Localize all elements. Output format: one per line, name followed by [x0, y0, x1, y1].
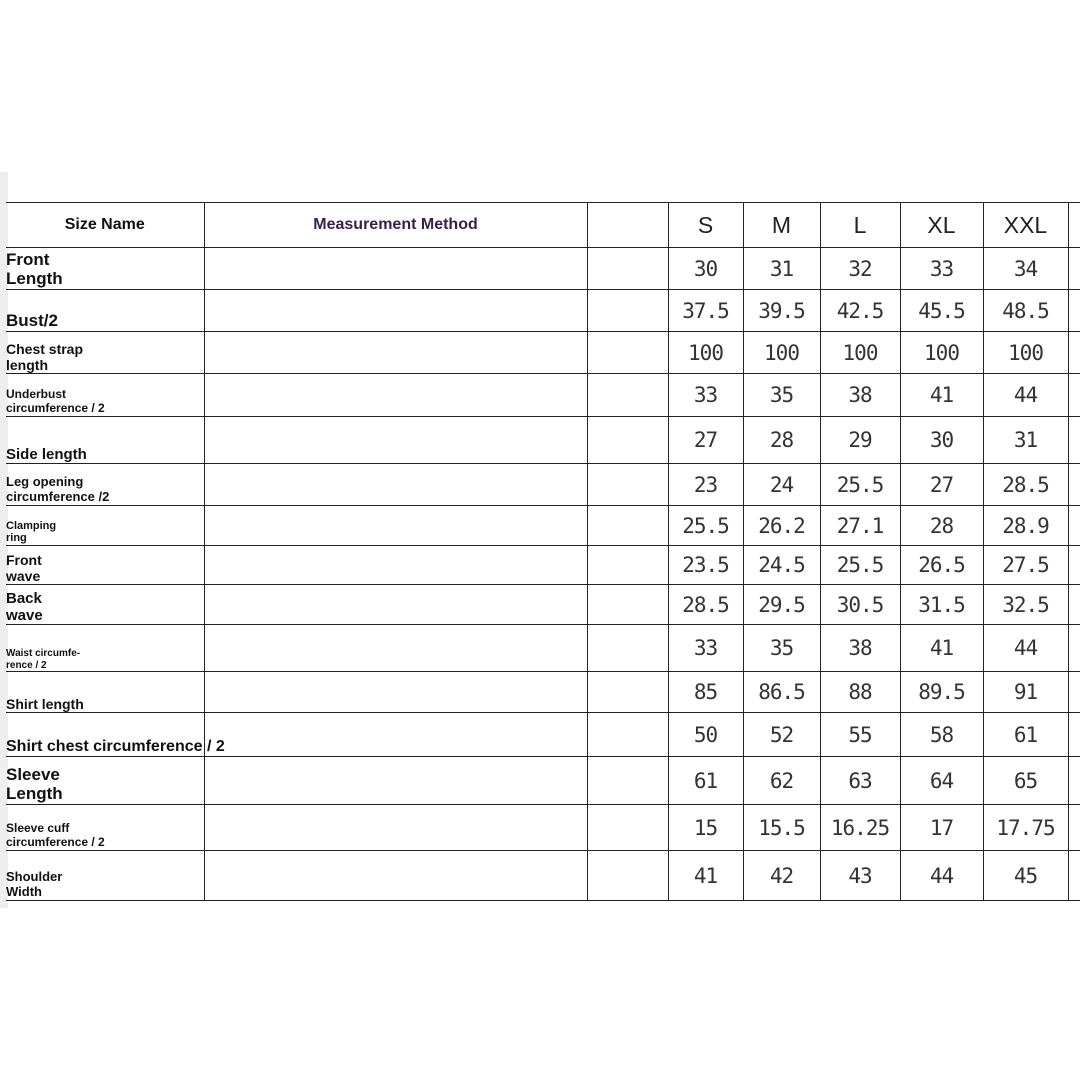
value-cell-l: 25.5 [820, 546, 900, 585]
value-cell-m: 28 [743, 417, 820, 464]
measurement-method-cell [204, 672, 587, 713]
value-cell-l: 30.5 [820, 585, 900, 625]
trailing-cell [1068, 805, 1080, 851]
value-cell-l: 42.5 [820, 290, 900, 332]
value-cell-xl: 64 [900, 757, 983, 805]
row-label: Sleeve cuff circumference / 2 [6, 805, 204, 851]
blank-cell [587, 464, 668, 506]
trailing-cell [1068, 757, 1080, 805]
row-label: Waist circumfe- rence / 2 [6, 625, 204, 672]
measurement-method-cell [204, 248, 587, 290]
value-cell-m: 52 [743, 713, 820, 757]
value-cell-xxl: 65 [983, 757, 1068, 805]
table-row [6, 332, 1080, 374]
trailing-cell [1068, 417, 1080, 464]
table-row [6, 546, 1080, 585]
value-cell-xxl: 45 [983, 851, 1068, 901]
value-cell-xl: 33 [900, 248, 983, 290]
blank-cell [587, 585, 668, 625]
value-cell-s: 33 [668, 374, 743, 417]
value-cell-xl: 30 [900, 417, 983, 464]
blank-cell [587, 546, 668, 585]
trailing-cell [1068, 672, 1080, 713]
value-cell-xxl: 27.5 [983, 546, 1068, 585]
value-cell-xl: 41 [900, 625, 983, 672]
table-row [6, 585, 1080, 625]
value-cell-l: 29 [820, 417, 900, 464]
trailing-cell [1068, 464, 1080, 506]
value-cell-l: 55 [820, 713, 900, 757]
trailing-cell [1068, 713, 1080, 757]
value-cell-s: 61 [668, 757, 743, 805]
row-label: Shirt length [6, 672, 204, 713]
value-cell-l: 100 [820, 332, 900, 374]
value-cell-s: 85 [668, 672, 743, 713]
value-cell-xxl: 28.5 [983, 464, 1068, 506]
value-cell-m: 42 [743, 851, 820, 901]
value-cell-s: 23.5 [668, 546, 743, 585]
value-cell-s: 15 [668, 805, 743, 851]
value-cell-xxl: 32.5 [983, 585, 1068, 625]
trailing-cell [1068, 585, 1080, 625]
blank-cell [587, 713, 668, 757]
measurement-method-cell [204, 332, 587, 374]
row-label: Back wave [6, 585, 204, 625]
blank-cell [587, 290, 668, 332]
row-label: Front wave [6, 546, 204, 585]
value-cell-s: 27 [668, 417, 743, 464]
value-cell-m: 100 [743, 332, 820, 374]
value-cell-l: 38 [820, 374, 900, 417]
table-row [6, 713, 1080, 757]
row-label: Clamping ring [6, 506, 204, 546]
size-header-xl: XL [900, 203, 983, 248]
value-cell-xl: 100 [900, 332, 983, 374]
value-cell-s: 25.5 [668, 506, 743, 546]
value-cell-m: 31 [743, 248, 820, 290]
measurement-method-cell [204, 805, 587, 851]
trailing-cell [1068, 203, 1080, 248]
value-cell-s: 41 [668, 851, 743, 901]
value-cell-s: 28.5 [668, 585, 743, 625]
blank-cell [587, 757, 668, 805]
size-header-xxl: XXL [983, 203, 1068, 248]
value-cell-m: 39.5 [743, 290, 820, 332]
value-cell-m: 15.5 [743, 805, 820, 851]
value-cell-l: 63 [820, 757, 900, 805]
blank-cell [587, 625, 668, 672]
value-cell-xl: 89.5 [900, 672, 983, 713]
value-cell-xxl: 91 [983, 672, 1068, 713]
measurement-method-cell [204, 585, 587, 625]
value-cell-xxl: 44 [983, 625, 1068, 672]
row-label: Bust/2 [6, 290, 204, 332]
row-label: Side length [6, 417, 204, 464]
table-row [6, 805, 1080, 851]
measurement-method-cell [204, 506, 587, 546]
measurement-method-cell [204, 625, 587, 672]
value-cell-xxl: 17.75 [983, 805, 1068, 851]
value-cell-xl: 44 [900, 851, 983, 901]
value-cell-xxl: 100 [983, 332, 1068, 374]
size-header-m: M [743, 203, 820, 248]
value-cell-m: 62 [743, 757, 820, 805]
blank-cell [587, 332, 668, 374]
blank-cell [587, 374, 668, 417]
measurement-method-cell [204, 290, 587, 332]
measurement-method-cell [204, 374, 587, 417]
value-cell-s: 33 [668, 625, 743, 672]
value-cell-s: 37.5 [668, 290, 743, 332]
value-cell-xxl: 61 [983, 713, 1068, 757]
table-row [6, 625, 1080, 672]
value-cell-s: 50 [668, 713, 743, 757]
value-cell-xl: 58 [900, 713, 983, 757]
trailing-cell [1068, 332, 1080, 374]
row-label: Shoulder Width [6, 851, 204, 901]
value-cell-xxl: 31 [983, 417, 1068, 464]
measurement-method-cell [204, 851, 587, 901]
value-cell-m: 24 [743, 464, 820, 506]
row-label: Leg opening circumference /2 [6, 464, 204, 506]
trailing-cell [1068, 374, 1080, 417]
value-cell-xl: 45.5 [900, 290, 983, 332]
value-cell-l: 38 [820, 625, 900, 672]
table-row [6, 464, 1080, 506]
blank-header-cell [587, 203, 668, 248]
value-cell-m: 26.2 [743, 506, 820, 546]
value-cell-m: 86.5 [743, 672, 820, 713]
header-row [6, 203, 1080, 248]
value-cell-l: 32 [820, 248, 900, 290]
trailing-cell [1068, 506, 1080, 546]
table-row [6, 506, 1080, 546]
value-cell-l: 88 [820, 672, 900, 713]
size-header-l: L [820, 203, 900, 248]
value-cell-l: 25.5 [820, 464, 900, 506]
value-cell-xl: 41 [900, 374, 983, 417]
value-cell-m: 35 [743, 374, 820, 417]
blank-cell [587, 506, 668, 546]
table-row [6, 757, 1080, 805]
blank-cell [587, 248, 668, 290]
blank-cell [587, 805, 668, 851]
trailing-cell [1068, 625, 1080, 672]
measurement-method-cell [204, 464, 587, 506]
blank-cell [587, 672, 668, 713]
size-chart-table [6, 202, 1080, 901]
value-cell-xxl: 44 [983, 374, 1068, 417]
measurement-method-header: Measurement Method [204, 203, 587, 248]
measurement-method-cell [204, 713, 587, 757]
trailing-cell [1068, 248, 1080, 290]
table-row [6, 374, 1080, 417]
value-cell-m: 29.5 [743, 585, 820, 625]
measurement-method-cell [204, 417, 587, 464]
table-row [6, 851, 1080, 901]
value-cell-l: 16.25 [820, 805, 900, 851]
value-cell-xl: 17 [900, 805, 983, 851]
value-cell-m: 35 [743, 625, 820, 672]
size-header-s: S [668, 203, 743, 248]
row-label: Chest strap length [6, 332, 204, 374]
row-label: Sleeve Length [6, 757, 204, 805]
value-cell-s: 23 [668, 464, 743, 506]
value-cell-s: 30 [668, 248, 743, 290]
trailing-cell [1068, 851, 1080, 901]
value-cell-l: 43 [820, 851, 900, 901]
value-cell-xl: 27 [900, 464, 983, 506]
row-label: Shirt chest circumference / 2 [6, 713, 204, 757]
value-cell-xl: 26.5 [900, 546, 983, 585]
row-label: Underbust circumference / 2 [6, 374, 204, 417]
table-row [6, 672, 1080, 713]
value-cell-xxl: 48.5 [983, 290, 1068, 332]
measurement-method-cell [204, 546, 587, 585]
value-cell-s: 100 [668, 332, 743, 374]
value-cell-l: 27.1 [820, 506, 900, 546]
table-row [6, 417, 1080, 464]
value-cell-xxl: 28.9 [983, 506, 1068, 546]
measurement-method-cell [204, 757, 587, 805]
row-label: Front Length [6, 248, 204, 290]
value-cell-xl: 28 [900, 506, 983, 546]
trailing-cell [1068, 290, 1080, 332]
size-name-header: Size Name [6, 203, 204, 248]
table-row [6, 248, 1080, 290]
blank-cell [587, 851, 668, 901]
value-cell-xl: 31.5 [900, 585, 983, 625]
table-row [6, 290, 1080, 332]
trailing-cell [1068, 546, 1080, 585]
value-cell-xxl: 34 [983, 248, 1068, 290]
value-cell-m: 24.5 [743, 546, 820, 585]
blank-cell [587, 417, 668, 464]
